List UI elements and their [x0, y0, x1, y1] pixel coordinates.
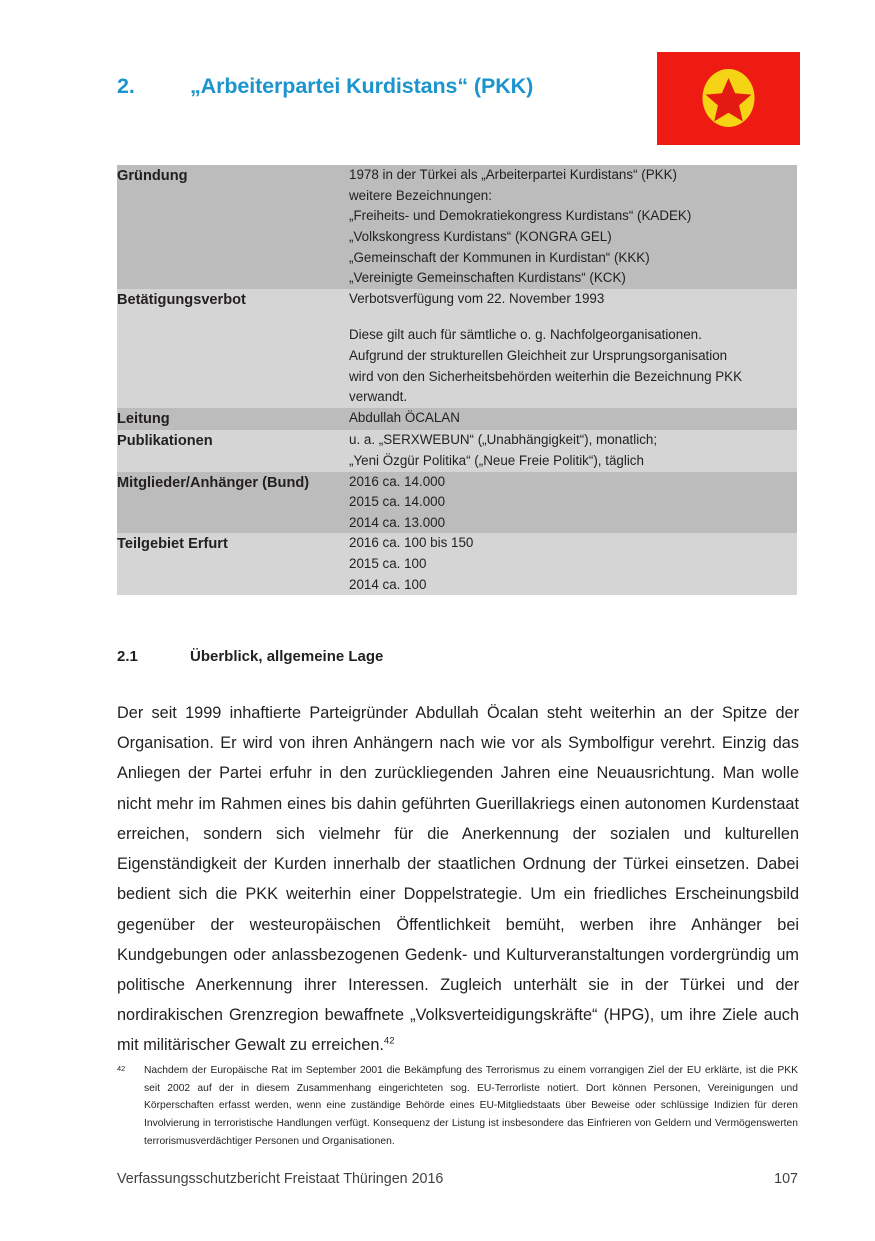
subsection-heading: [117, 648, 383, 665]
flag-svg: [657, 52, 800, 145]
value-line: „Gemeinschaft der Kommunen in Kurdistan“ (KKK): [349, 249, 650, 265]
value-line: „Vereinigte Gemeinschaften Kurdistans“ (KCK): [349, 270, 626, 286]
value-line: Diese gilt auch für sämtliche o. g. Nachfolgeorganisationen.: [349, 327, 702, 343]
row-label-betaetigungsverbot: Betätigungsverbot: [117, 289, 349, 408]
footnote-marker: 42: [117, 1064, 126, 1073]
value-line: 2016 ca. 100 bis 150: [349, 535, 474, 551]
row-label-leitung: Leitung: [117, 408, 349, 430]
value-line: 2015 ca. 100: [349, 556, 427, 572]
info-table-body: [117, 165, 797, 595]
pkk-flag-image: [657, 52, 800, 145]
row-value-leitung: [349, 408, 797, 430]
subsection-number: 2.1: [117, 648, 138, 665]
body-paragraph-text: Der seit 1999 inhaftierte Parteigründer Abdullah Öcalan steht weiterhin an der Spitze der Organisation. Er wird von ihren Anhängern nach wie vor als Symbolfigur verehrt. Einzig das Anliegen der Partei erfuhr in den zurückliegenden Jahren eine Neuausrichtung. Man wolle nicht mehr im Rahmen eines bis dahin geführten Guerillakriegs einen autonomen Kurdenstaat erreichen, sondern sich vielmehr für die Anerkennung der sozialen und kulturellen Eigenständigkeit der Kurden innerhalb der staatlichen Ordnung der Türkei einsetzen. Dabei bedient sich die PKK weiterhin einer Doppelstrategie. Um ein friedliches Erscheinungsbild gegenüber der westeuropäischen Öffentlichkeit bemüht, werben ihre Anhänger bei Kundgebungen oder anlassbezogenen Gedenk- und Kulturveranstaltungen vordergründig um politische Anerkennung ihrer Interessen. Zugleich unterhält sie in der Türkei und der nordirakischen Grenzregion bewaffnete „Volksverteidigungskräfte“ (HPG), um ihre Ziele auch mit militärischer Gewalt zu erreichen.: [117, 704, 799, 1055]
page-number: 107: [774, 1171, 798, 1187]
table-row: [117, 533, 797, 595]
value-line: weitere Bezeichnungen:: [349, 187, 492, 203]
value-line: 2014 ca. 100: [349, 576, 427, 592]
value-line: wird von den Sicherheitsbehörden weiterhin die Bezeichnung PKK: [349, 368, 743, 384]
row-label-gruendung: Gründung: [117, 165, 349, 289]
value-line: verwandt.: [349, 389, 408, 405]
table-row: [117, 430, 797, 471]
organisation-info-table: [117, 165, 797, 595]
page-header: [117, 66, 797, 166]
footnote-reference[interactable]: 42: [383, 1035, 395, 1047]
value-line: Abdullah ÖCALAN: [349, 410, 460, 426]
row-value-betaetigungsverbot: [349, 289, 797, 408]
value-line: „Freiheits- und Demokratiekongress Kurdistans“ (KADEK): [349, 208, 692, 224]
value-line: 2015 ca. 14.000: [349, 494, 446, 510]
chapter-title: „Arbeiterpartei Kurdistans“ (PKK): [190, 74, 534, 98]
table-row: [117, 165, 797, 289]
footnote-text: Nachdem der Europäische Rat im September 2001 die Bekämpfung des Terrorismus zu einem vorrangigen Ziel der EU erklärte, ist die PKK seit 2002 auf der in diesem Zusammenhang eingerichteten sog. EU-Terrorliste notiert. Dort können Personen, Vereinigungen und Körperschaften erfasst werden, wenn eine zuständige Behörde eines EU-Mitgliedstaats über Beweise oder schlüssige Indizien für deren Involvierung in terroristische Handlungen verfügt. Konsequenz der Listung ist insbesondere das Einfrieren von Geldern und Vermögenswerten terrorismusverdächtiger Personen und Organisationen.: [144, 1065, 798, 1147]
value-line: u. a. „SERXWEBUN“ („Unabhängigkeit“), monatlich;: [349, 432, 658, 448]
value-line: „Volkskongress Kurdistans“ (KONGRA GEL): [349, 228, 612, 244]
page-footer: [117, 1171, 798, 1187]
row-label-teilgebiet-erfurt: Teilgebiet Erfurt: [117, 533, 349, 595]
table-row: [117, 408, 797, 430]
value-line: „Yeni Özgür Politika“ („Neue Freie Politik“), täglich: [349, 452, 644, 468]
value-line: Verbotsverfügung vom 22. November 1993: [349, 290, 605, 306]
row-label-publikationen: Publikationen: [117, 430, 349, 471]
value-line: Aufgrund der strukturellen Gleichheit zur Ursprungsorganisation: [349, 348, 728, 364]
row-value-mitglieder: [349, 472, 797, 534]
value-line: 2014 ca. 13.000: [349, 514, 446, 530]
table-row: [117, 289, 797, 408]
page-title: [117, 74, 533, 99]
chapter-number: 2.: [117, 74, 135, 98]
row-value-publikationen: [349, 430, 797, 471]
row-label-mitglieder: Mitglieder/Anhänger (Bund): [117, 472, 349, 534]
row-value-gruendung: [349, 165, 797, 289]
subsection-title: Überblick, allgemeine Lage: [190, 648, 384, 665]
body-paragraph: [117, 698, 799, 1061]
value-line: 1978 in der Türkei als „Arbeiterpartei Kurdistans“ (PKK): [349, 167, 677, 182]
table-row: [117, 472, 797, 534]
value-line: 2016 ca. 14.000: [349, 473, 446, 489]
footnote-block: [117, 1062, 798, 1151]
row-value-teilgebiet-erfurt: [349, 533, 797, 595]
page-footer-title: Verfassungsschutzbericht Freistaat Thüringen 2016: [117, 1171, 444, 1187]
